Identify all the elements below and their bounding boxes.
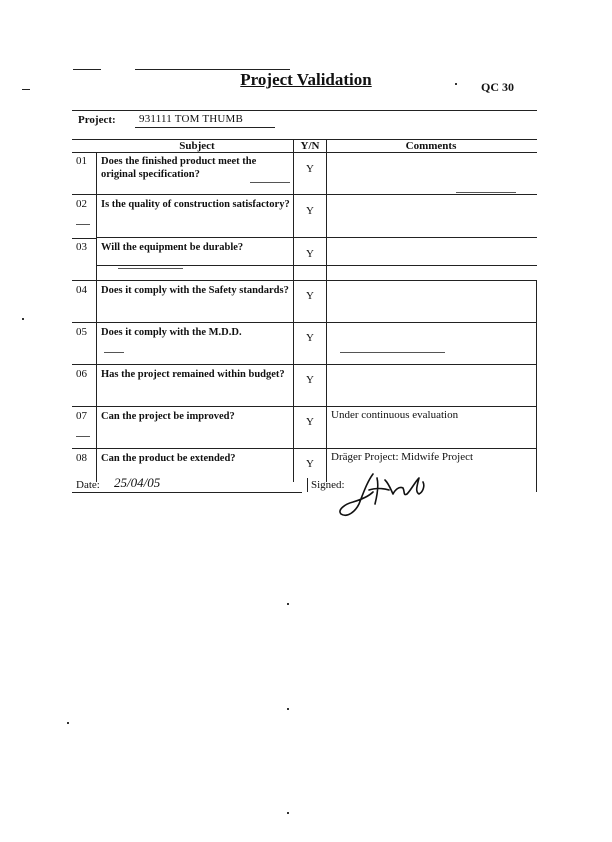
scan-mark — [104, 352, 124, 353]
table-header-bottom-rule — [72, 152, 537, 153]
project-value: 931111 TOM THUMB — [139, 113, 244, 125]
row-rule — [72, 448, 537, 449]
scan-speck — [455, 83, 457, 85]
row-yn-value: Y — [306, 163, 314, 175]
row-subject: Has the project remained within budget? — [101, 369, 285, 380]
column-divider-yn-left — [293, 139, 294, 482]
row-rule — [72, 364, 537, 365]
scan-mark — [76, 436, 90, 437]
scan-mark — [250, 182, 290, 183]
scan-speck — [287, 708, 289, 710]
header-comments: Comments — [405, 140, 457, 152]
row-number: 01 — [76, 155, 87, 167]
row-comment: Dräger Project: Midwife Project — [331, 451, 474, 463]
project-label: Project: — [78, 114, 116, 126]
row-rule — [72, 238, 96, 239]
project-value-underline — [135, 127, 275, 128]
row-yn-value: Y — [306, 248, 314, 260]
document-title: Project Validation — [240, 70, 372, 89]
row-subject: Can the project be improved? — [101, 411, 235, 422]
scan-speck — [287, 603, 289, 605]
form-code: QC 30 — [481, 80, 514, 94]
scan-speck — [287, 812, 289, 814]
row-rule — [96, 237, 537, 238]
scan-speck — [22, 318, 24, 320]
scan-mark — [456, 192, 516, 193]
table-right-border — [536, 280, 537, 492]
scan-mark — [76, 224, 90, 225]
scan-speck — [67, 722, 69, 724]
row-subject: Is the quality of construction satisfactory? — [101, 199, 290, 210]
row-subject: Does the finished product meet the original specification? — [101, 156, 257, 180]
row-rule — [72, 322, 537, 323]
date-value: 25/04/05 — [114, 475, 161, 490]
project-top-rule — [72, 110, 537, 111]
row-yn-value: Y — [306, 205, 314, 217]
row-subject: Does it comply with the M.D.D. — [101, 327, 242, 338]
row-number: 05 — [76, 326, 87, 338]
row-number: 08 — [76, 452, 87, 464]
row-subject: Will the equipment be durable? — [101, 242, 244, 253]
header-yn: Y/N — [300, 140, 320, 152]
date-underline — [72, 492, 302, 493]
row-yn-value: Y — [306, 332, 314, 344]
signed-divider — [307, 478, 308, 492]
date-label: Date: — [76, 479, 100, 491]
row-yn-value: Y — [306, 290, 314, 302]
row-rule — [72, 280, 537, 281]
row-rule — [72, 194, 537, 195]
row-number: 07 — [76, 410, 87, 422]
scan-mark — [118, 268, 183, 269]
row-yn-value: Y — [306, 374, 314, 386]
signature-icon — [333, 468, 433, 520]
row-subject: Does it comply with the Safety standards? — [101, 285, 289, 296]
row-rule — [96, 265, 537, 266]
row-comment: Under continuous evaluation — [331, 409, 459, 421]
row-yn-value: Y — [306, 458, 314, 470]
column-divider-subject — [96, 152, 97, 482]
scan-mark — [340, 352, 445, 353]
header-subject: Subject — [179, 140, 215, 152]
row-number: 02 — [76, 198, 87, 210]
column-divider-yn-right — [326, 139, 327, 482]
row-number: 04 — [76, 284, 87, 296]
signed-label: Signed: — [311, 479, 345, 491]
row-number: 03 — [76, 241, 87, 253]
row-number: 06 — [76, 368, 87, 380]
row-rule — [72, 406, 537, 407]
row-yn-value: Y — [306, 416, 314, 428]
row-subject: Can the product be extended? — [101, 453, 236, 464]
